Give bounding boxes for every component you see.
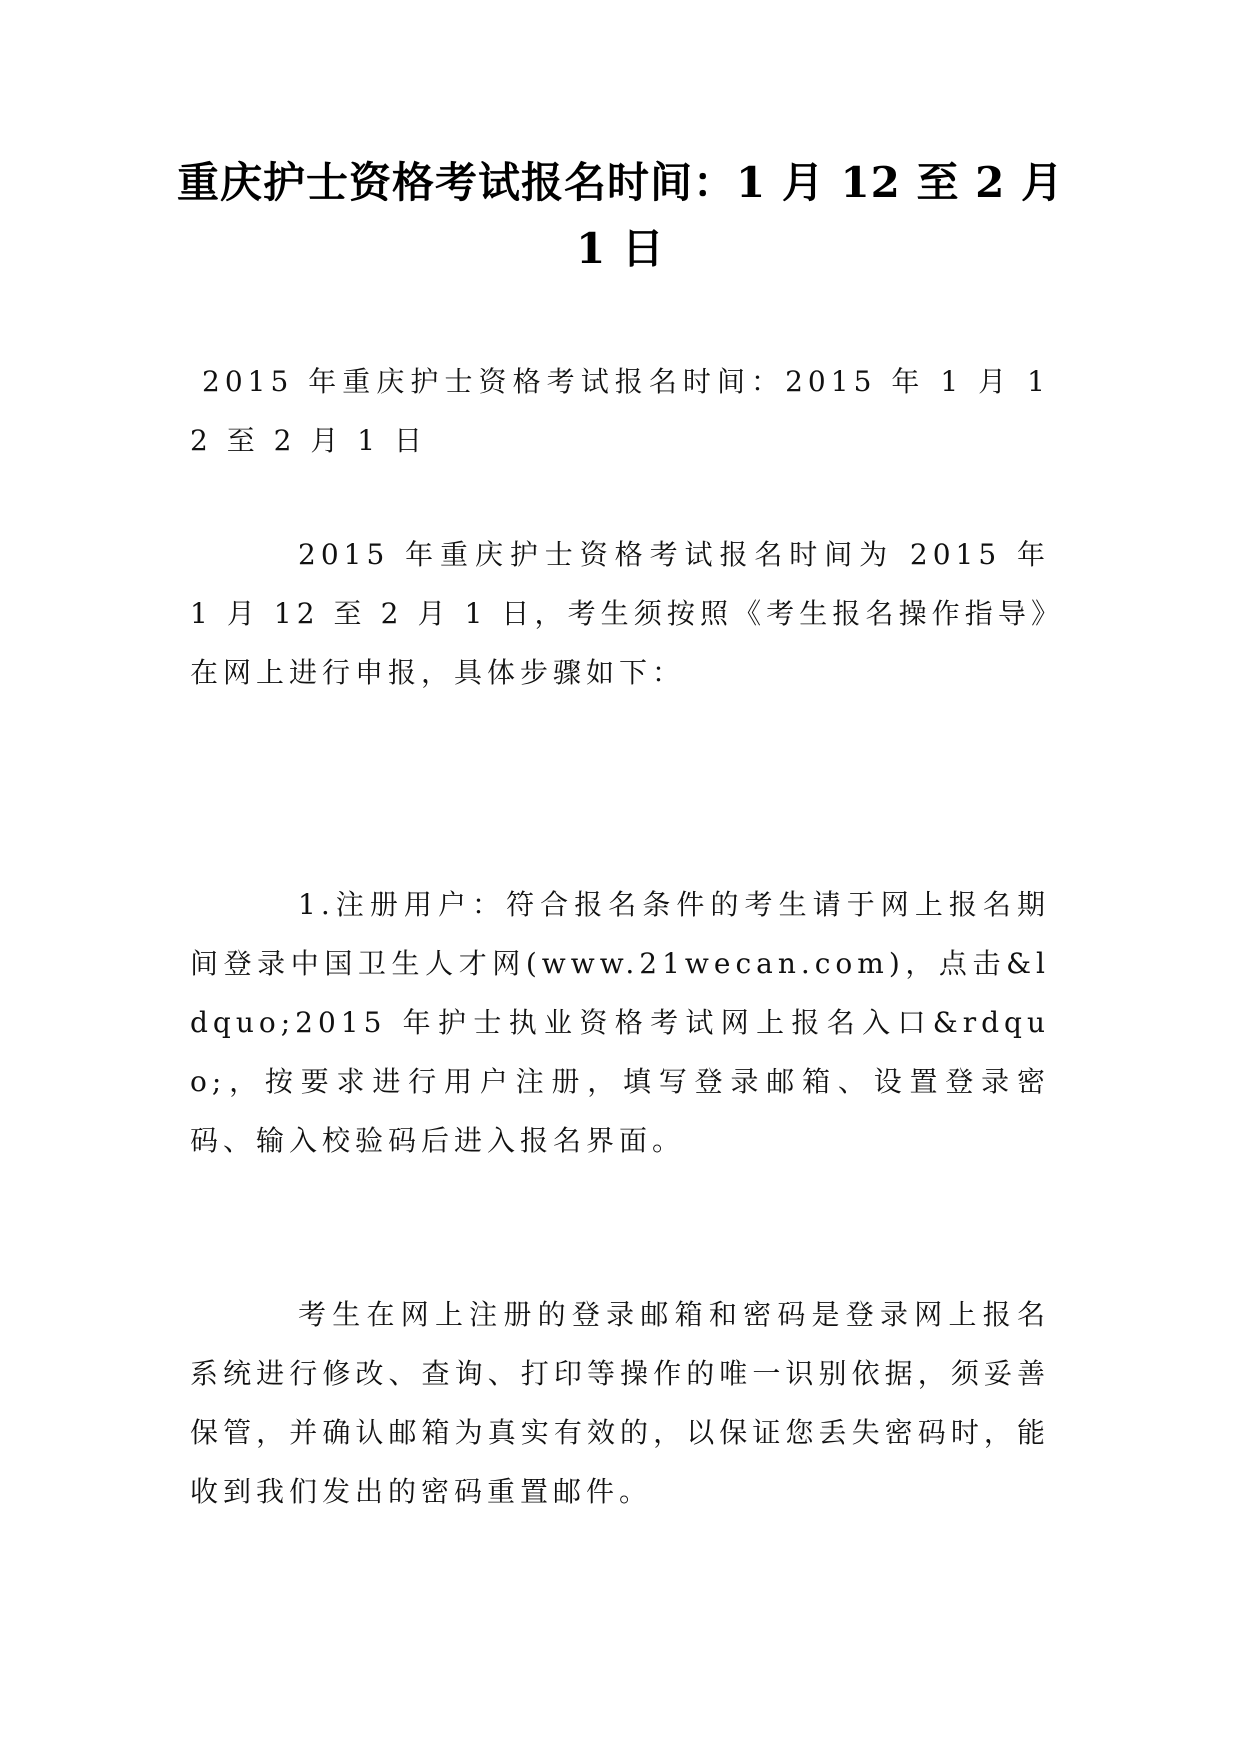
subtitle-paragraph: 2015 年重庆护士资格考试报名时间：2015 年 1 月 12 至 2 月 1 日 bbox=[190, 365, 1050, 457]
account-note-paragraph: 考生在网上注册的登录邮箱和密码是登录网上报名系统进行修改、查询、打印等操作的唯一识别依据，须妥善保管，并确认邮箱为真实有效的，以保证您丢失密码时，能收到我们发出的密码重置邮件。 bbox=[190, 1298, 1050, 1508]
intro-paragraph: 2015 年重庆护士资格考试报名时间为 2015 年 1 月 12 至 2 月 1 日，考生须按照《考生报名操作指导》在网上进行申报，具体步骤如下： bbox=[190, 538, 1050, 689]
document-title: 重庆护士资格考试报名时间：1 月 12 至 2 月 1 日 bbox=[176, 158, 1064, 273]
step-1-paragraph: 1.注册用户：符合报名条件的考生请于网上报名期间登录中国卫生人才网(www.21wecan.com)，点击&ldquo;2015 年护士执业资格考试网上报名入口&rdquo;，按要求进行用户注册，填写登录邮箱、设置登录密码、输入校验码后进入报名界面。 bbox=[190, 888, 1050, 1157]
